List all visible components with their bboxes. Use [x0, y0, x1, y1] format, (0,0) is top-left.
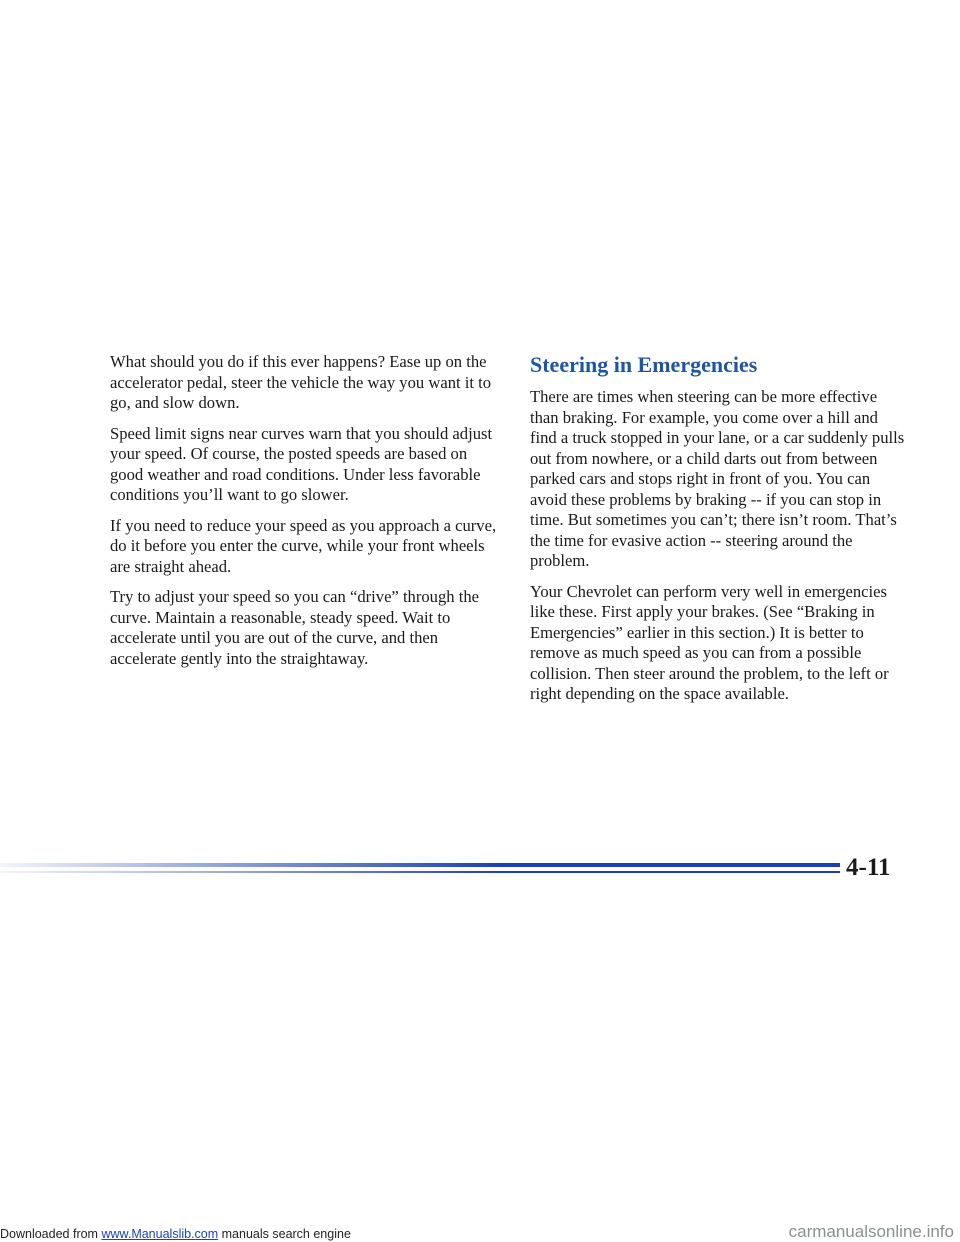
section-heading: Steering in Emergencies	[530, 352, 758, 377]
download-attribution	[0, 1226, 351, 1242]
attribution-prefix: Downloaded from	[0, 1227, 102, 1241]
paragraph-ease-up: What should you do if this ever happens? Ease up on the accelerator pedal, steer the vehicle the way you want it to go, and slow down.	[110, 352, 492, 412]
manualslib-link[interactable]: www.Manualslib.com	[101, 1227, 219, 1241]
left-column	[110, 352, 502, 679]
attribution-suffix: manuals search engine	[218, 1227, 351, 1241]
paragraph-reduce-speed: If you need to reduce your speed as you approach a curve, do it before you enter the curve, while your front wheels are straight ahead.	[110, 515, 497, 576]
watermark-text: carmanualsonline.info	[788, 1222, 954, 1241]
paragraph-speed-limit-signs: Speed limit signs near curves warn that you should adjust your speed. Of course, the posted speeds are based on good weather and road conditions. Under less favorable conditions you’ll want to go slower.	[110, 423, 493, 504]
page-number: 4-11	[846, 854, 891, 881]
right-column	[530, 352, 905, 715]
paragraph-steering-vs-braking: There are times when steering can be more effective than braking. For example, you come over a hill and find a truck stopped in your lane, or a car suddenly pulls out from nowhere, or a child darts out from between parked cars and stops right in front of you. You can avoid these problems by braking -- if you can stop in time. But sometimes you can’t; there isn’t room. That’s the time for evasive action -- steering around the problem.	[530, 387, 905, 570]
paragraph-chevrolet-emergencies: Your Chevrolet can perform very well in emergencies like these. First apply your brakes. (See “Braking in Emergencies” earlier in this section.) It is better to remove as much speed as you can from a possible collision. Then steer around the problem, to the left or right depending on the space available.	[530, 581, 889, 703]
footer-rule-thin	[0, 871, 840, 873]
footer-rule-thick	[0, 863, 840, 867]
paragraph-drive-through-curve: Try to adjust your speed so you can “drive” through the curve. Maintain a reasonable, steady speed. Wait to accelerate until you are out of the curve, and then accelerate gently into the straightaway.	[110, 587, 479, 668]
